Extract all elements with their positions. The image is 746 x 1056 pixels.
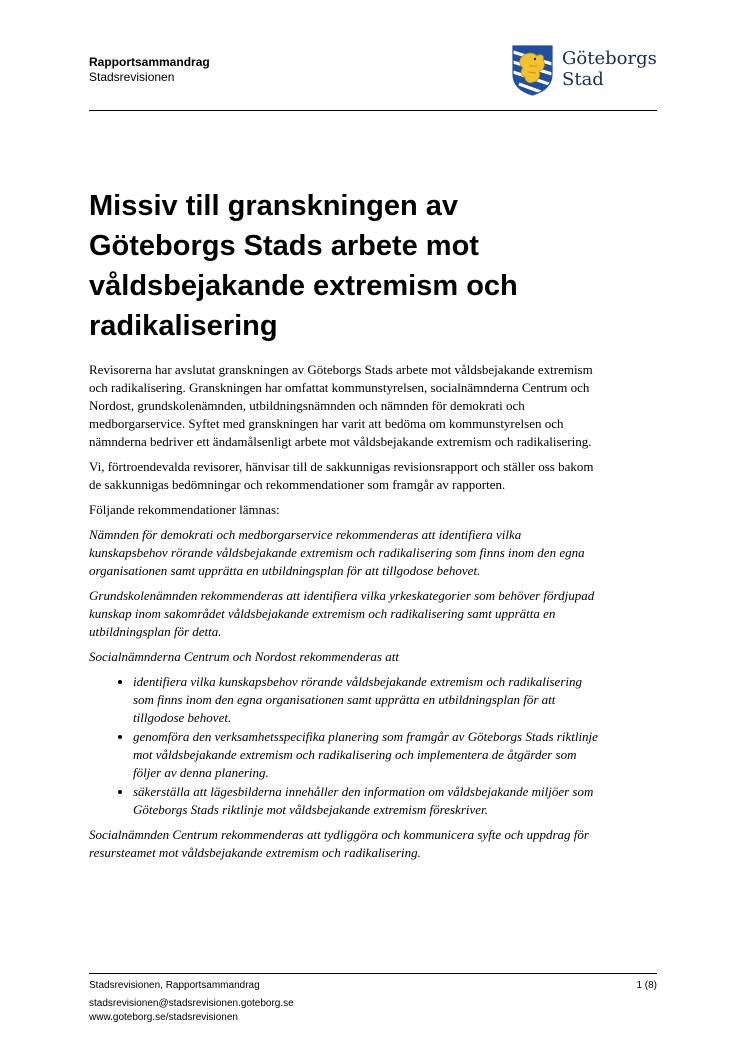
page-number: 1 (8) [636, 980, 657, 991]
list-item: • identifiera vilka kunskapsbehov rörande våldsbejakande extremism och radikalisering som finns inom den egna organisationen samt upprätta en utbildningsplan för att tillgodose behovet. [133, 673, 599, 727]
organization-name: Stadsrevisionen [89, 70, 175, 84]
footer-title: Stadsrevisionen, Rapportsammandrag [89, 980, 260, 991]
logo-line1: Göteborgs [562, 48, 657, 69]
endorsement-paragraph: Vi, förtroendevalda revisorer, hänvisar till de sakkunnigas revisionsrapport och ställer oss bakom de sakkunnigas bedömningar och rekommendationer som framgår av rapporten. [89, 459, 594, 492]
recommendation-social-intro: Socialnämnderna Centrum och Nordost rekommenderas att [89, 649, 399, 664]
recommendation-school: Grundskolenämnden rekommenderas att identifiera vilka yrkeskategorier som behöver fördjupad kunskap inom sakområdet våldsbejakande extremism och radikalisering samt upprätta en utbildningsplan för detta. [89, 588, 595, 639]
page-header [89, 48, 657, 111]
footer-website: www.goteborg.se/stadsrevisionen [89, 1012, 238, 1023]
logo-line2: Stad [562, 69, 604, 90]
recommendations-intro: Följande rekommendationer lämnas: [89, 502, 280, 517]
logo-wordmark [562, 48, 657, 90]
list-item: • säkerställa att lägesbilderna innehåller den information om våldsbejakande miljöer som Göteborgs Stads riktlinje mot våldsbejakande extremism föreskriver. [133, 783, 599, 819]
coat-of-arms-lion-icon [511, 44, 554, 96]
recommendation-centrum: Socialnämnden Centrum rekommenderas att tydliggöra och kommunicera syfte och uppdrag för resursteamet mot våldsbejakande extremism och radikalisering. [89, 827, 589, 860]
footer-email: stadsrevisionen@stadsrevisionen.goteborg.se [89, 998, 294, 1009]
document-title: Missiv till granskningen av Göteborgs Stads arbete mot våldsbejakande extremism och radikalisering [89, 190, 518, 342]
page-footer [89, 973, 657, 1025]
list-item: • genomföra den verksamhetsspecifika planering som framgår av Göteborgs Stads riktlinje mot våldsbejakande extremism och radikalisering och implementera de åtgärder som följer av denna planering. [133, 728, 599, 782]
intro-paragraph: Revisorerna har avslutat granskningen av Göteborgs Stads arbete mot våldsbejakande extremism och radikalisering. Granskningen har omfattat kommunstyrelsen, socialnämnderna Centrum och Nordost, grundskolenämnden, utbildningsnämnden och nämnden för demokrati och medborgarservice. Syftet med granskningen har varit att bedöma om kommunstyrelsen och nämnderna bedriver ett ändamålsenligt arbete mot våldsbejakande extremism och radikalisering. [89, 362, 593, 449]
document-type: Rapportsammandrag [89, 55, 210, 69]
document-body [89, 361, 599, 869]
goteborgs-stad-logo [511, 44, 657, 98]
recommendation-democracy: Nämnden för demokrati och medborgarservice rekommenderas att identifiera vilka kunskapsbehov rörande våldsbejakande extremism och radikalisering som finns inom den egna organisationen samt upprätta en utbildningsplan för att tillgodose behovet. [89, 527, 585, 578]
social-recommendation-list [89, 673, 599, 819]
